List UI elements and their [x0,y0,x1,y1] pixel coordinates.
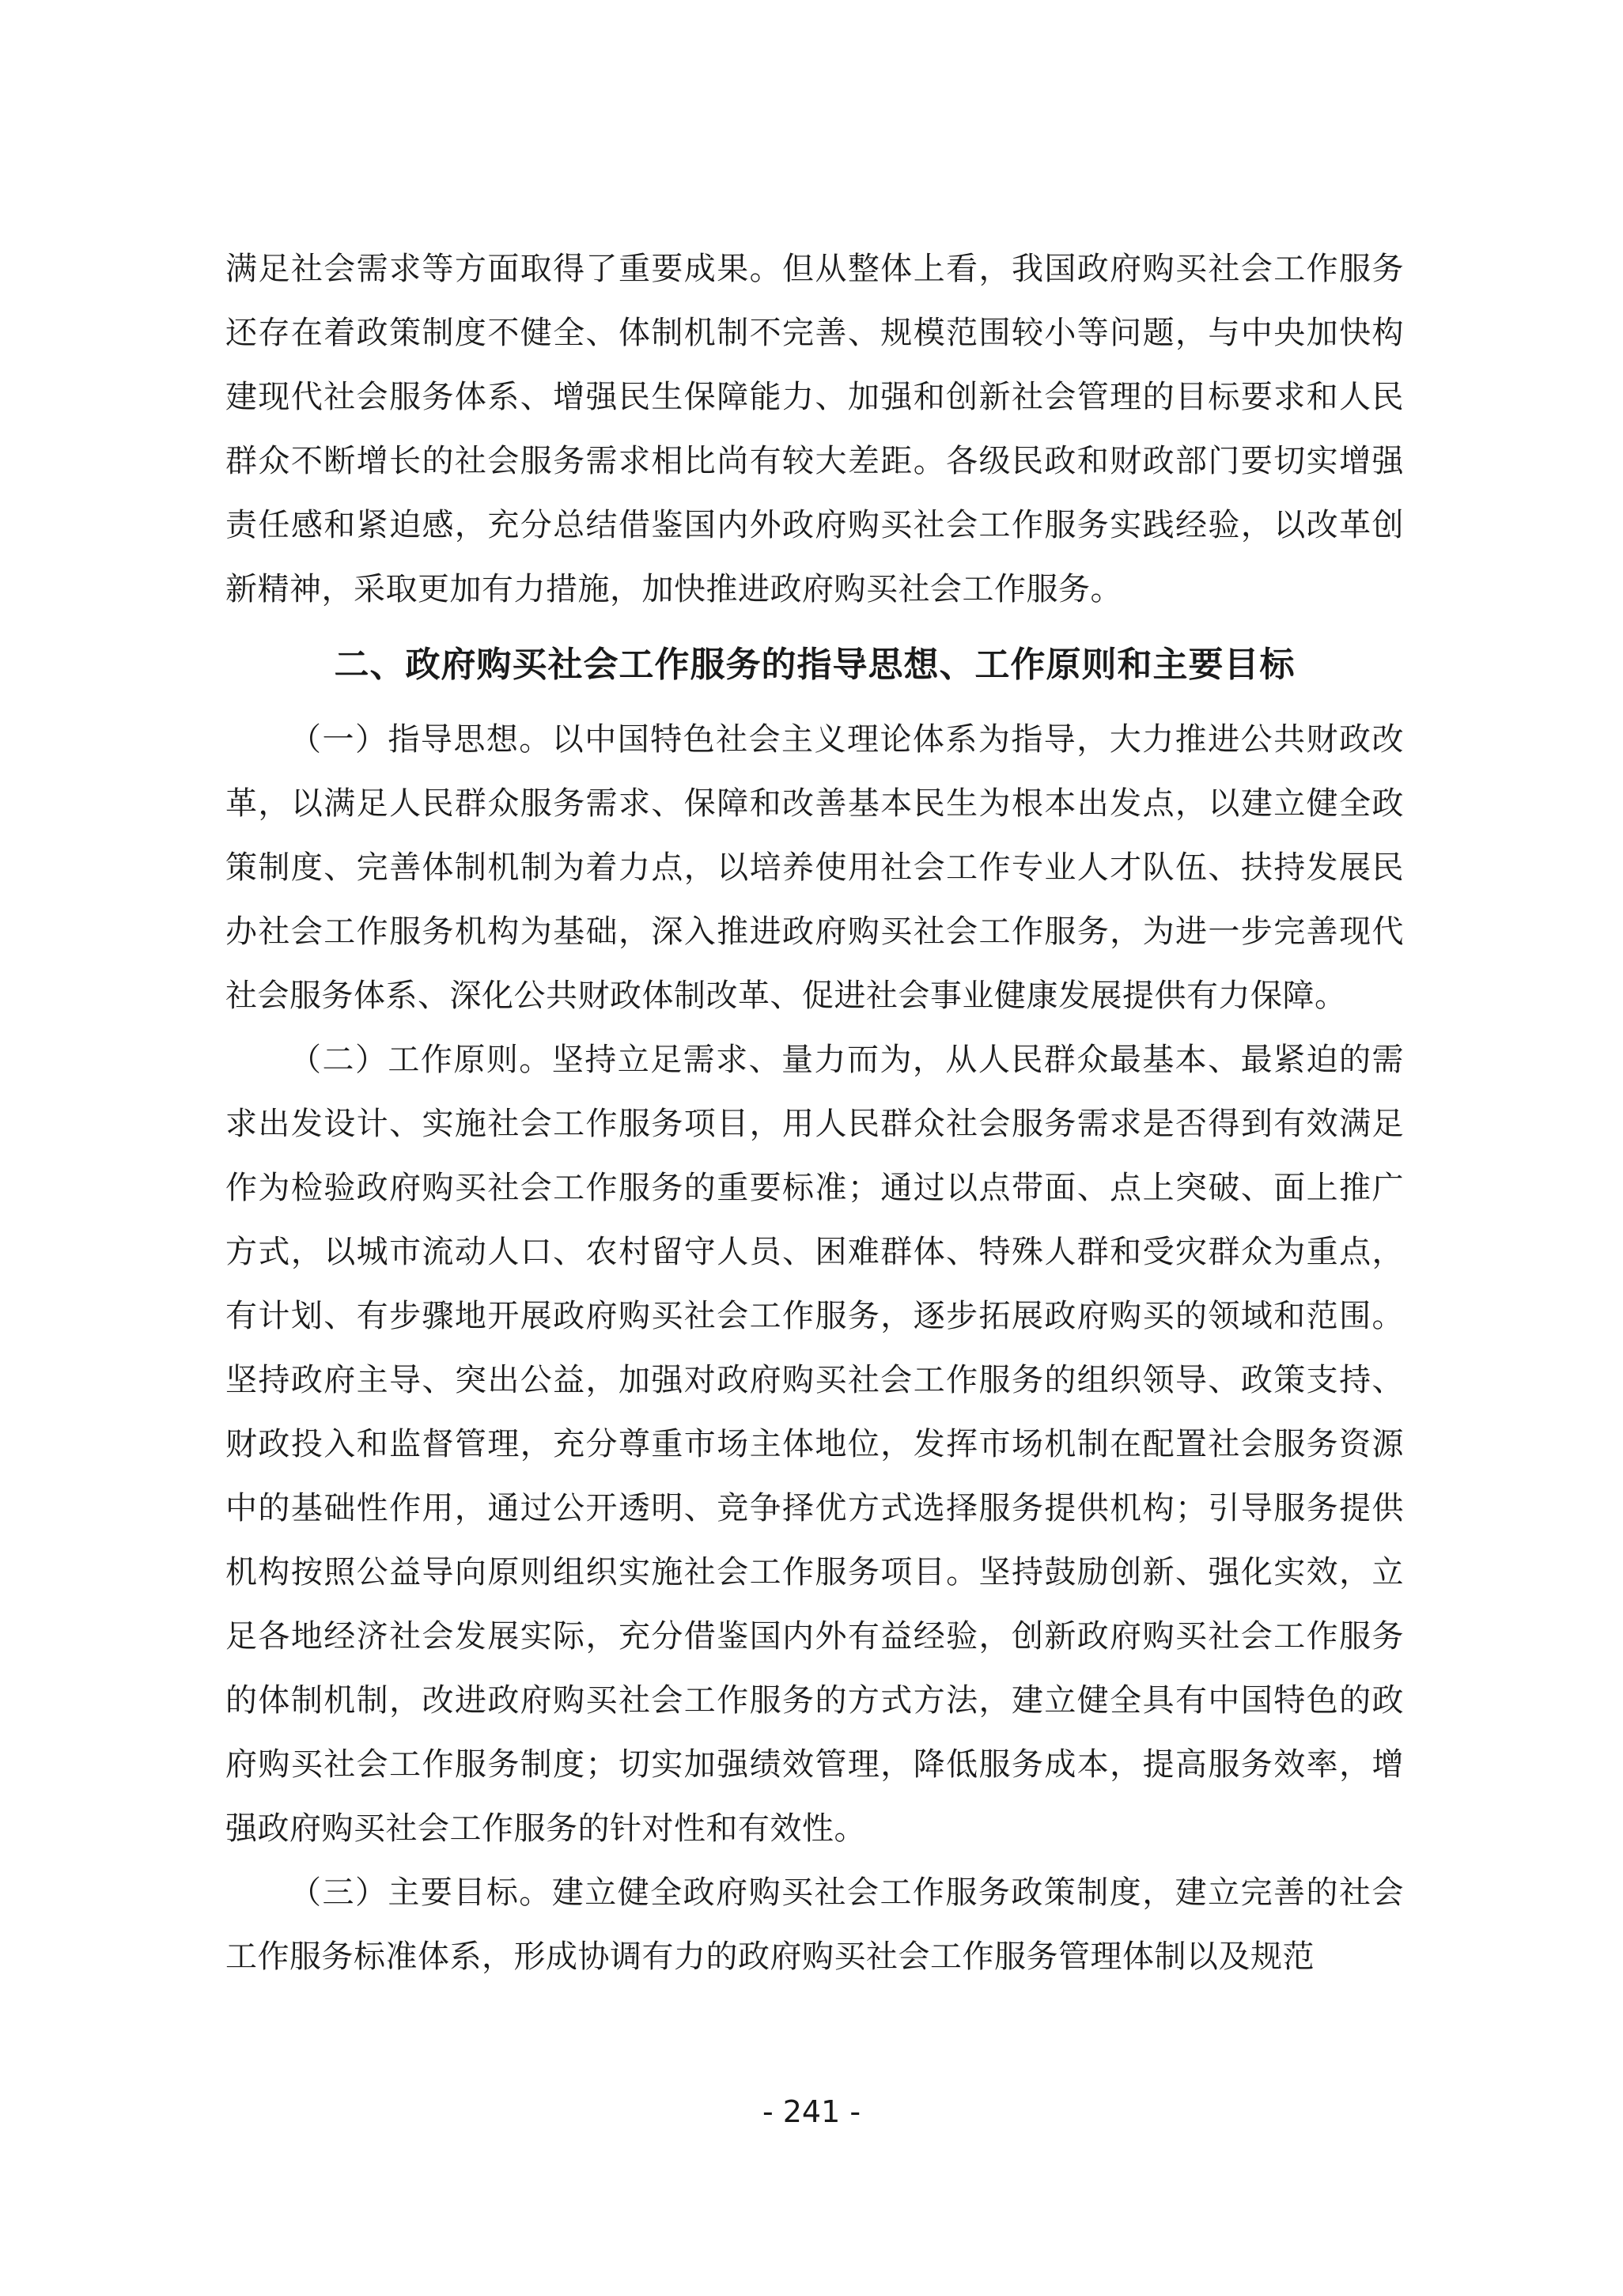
paragraph-working-principles: （二）工作原则。坚持立足需求、量力而为，从人民群众最基本、最紧迫的需求出发设计、实施社会工作服务项目，用人民群众社会服务需求是否得到有效满足作为检验政府购买社会工作服务的重要标准；通过以点带面、点上突破、面上推广方式，以城市流动人口、农村留守人员、困难群体、特殊人群和受灾群众为重点，有计划、有步骤地开展政府购买社会工作服务，逐步拓展政府购买的领域和范围。坚持政府主导、突出公益，加强对政府购买社会工作服务的组织领导、政策支持、财政投入和监督管理，充分尊重市场主体地位，发挥市场机制在配置社会服务资源中的基础性作用，通过公开透明、竞争择优方式选择服务提供机构；引导服务提供机构按照公益导向原则组织实施社会工作服务项目。坚持鼓励创新、强化实效，立足各地经济社会发展实际，充分借鉴国内外有益经验，创新政府购买社会工作服务的体制机制，改进政府购买社会工作服务的方式方法，建立健全具有中国特色的政府购买社会工作服务制度；切实加强绩效管理，降低服务成本，提高服务效率，增强政府购买社会工作服务的针对性和有效性。 [225,1042,1404,1847]
paragraph-main-objectives: （三）主要目标。建立健全政府购买社会工作服务政策制度，建立完善的社会工作服务标准体系，形成协调有力的政府购买社会工作服务管理体制以及规范 [225,1874,1404,1975]
paragraph-guiding-ideology: （一）指导思想。以中国特色社会主义理论体系为指导，大力推进公共财政改革，以满足人民群众服务需求、保障和改善基本民生为根本出发点，以建立健全政策制度、完善体制机制为着力点，以培养使用社会工作专业人才队伍、扶持发展民办社会工作服务机构为基础，深入推进政府购买社会工作服务，为进一步完善现代社会服务体系、深化公共财政体制改革、促进社会事业健康发展提供有力保障。 [225,721,1404,1014]
page-number: - 241 - [762,2094,861,2129]
continuation-paragraph: 满足社会需求等方面取得了重要成果。但从整体上看，我国政府购买社会工作服务还存在着政策制度不健全、体制机制不完善、规模范围较小等问题，与中央加快构建现代社会服务体系、增强民生保障能力、加强和创新社会管理的目标要求和人民群众不断增长的社会服务需求相比尚有较大差距。各级民政和财政部门要切实增强责任感和紧迫感，充分总结借鉴国内外政府购买社会工作服务实践经验，以改革创新精神，采取更加有力措施，加快推进政府购买社会工作服务。 [225,251,1404,607]
section-heading: 二、政府购买社会工作服务的指导思想、工作原则和主要目标 [334,645,1296,685]
page-body [225,237,1404,1989]
